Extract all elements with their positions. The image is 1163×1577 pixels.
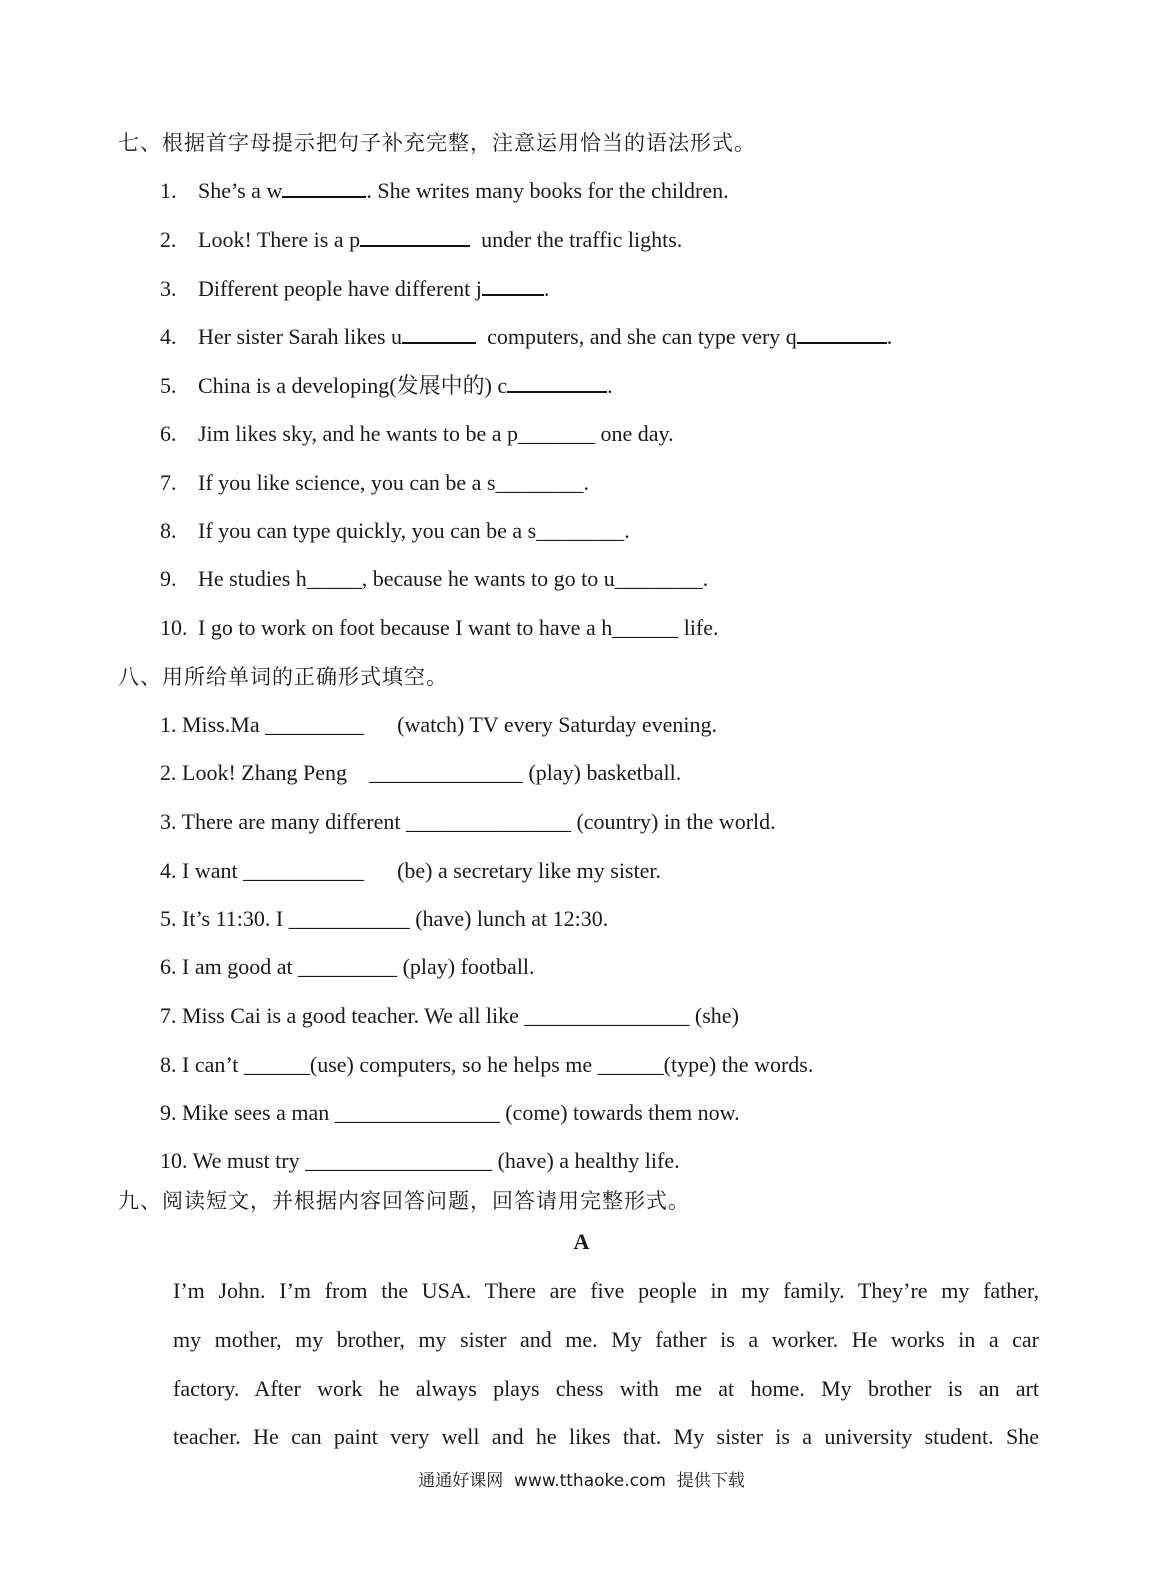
item-number: 3. <box>160 276 177 301</box>
passage-title: A <box>573 1229 590 1254</box>
section-7-item-3: 3. Different people have different j . <box>160 274 549 304</box>
section-8-item-7: 7. Miss Cai is a good teacher. We all like _______________ (she) <box>160 1003 739 1028</box>
answer-blank <box>402 322 476 344</box>
section-7-item-8: 8. If you can type quickly, you can be a s________. <box>160 516 630 546</box>
section-8-item-10: 10. We must try _________________ (have) a healthy life. <box>160 1148 680 1173</box>
passage-line-4: teacher. He can paint very well and he likes that. My sister is a university student. She <box>173 1424 1039 1449</box>
item-number: 9. <box>160 566 177 591</box>
item-number: 5. <box>160 373 177 398</box>
section-8-item-3: 3. There are many different _______________ (country) in the world. <box>160 809 776 834</box>
section-8-item-4: 4. I want ___________ (be) a secretary like my sister. <box>160 858 661 883</box>
section-9-heading: 九、阅读短文，并根据内容回答问题，回答请用完整形式。 <box>118 1189 690 1213</box>
section-7-item-9: 9. He studies h_____, because he wants to go to u________. <box>160 564 708 594</box>
passage-line-1: I’m John. I’m from the USA. There are five people in my family. They’re my father, <box>173 1278 1039 1303</box>
section-7-item-5: 5. China is a developing(发展中的) c . <box>160 371 613 401</box>
answer-blank <box>360 225 470 247</box>
section-7-item-10: 10. I go to work on foot because I want to have a h______ life. <box>160 613 719 643</box>
item-number: 8. <box>160 518 177 543</box>
section-7-item-7: 7. If you like science, you can be a s________. <box>160 468 589 498</box>
section-8-heading: 八、用所给单词的正确形式填空。 <box>118 665 448 689</box>
section-8-item-5: 5. It’s 11:30. I ___________ (have) lunch at 12:30. <box>160 906 609 931</box>
item-number: 4. <box>160 324 177 349</box>
section-8-item-1: 1. Miss.Ma _________ (watch) TV every Saturday evening. <box>160 712 718 737</box>
section-8-item-9: 9. Mike sees a man _______________ (come) towards them now. <box>160 1100 740 1125</box>
section-8-item-6: 6. I am good at _________ (play) football. <box>160 954 535 979</box>
section-7-item-2: 2. Look! There is a p under the traffic lights. <box>160 225 682 255</box>
answer-blank <box>797 322 887 344</box>
item-number: 7. <box>160 470 177 495</box>
item-number: 2. <box>160 227 177 252</box>
item-number: 6. <box>160 421 177 446</box>
item-number: 10. <box>160 615 188 640</box>
section-7-heading: 七、根据首字母提示把句子补充完整，注意运用恰当的语法形式。 <box>118 131 756 155</box>
section-8-item-2: 2. Look! Zhang Peng ______________ (play) basketball. <box>160 760 682 785</box>
section-8-item-8: 8. I can’t ______(use) computers, so he helps me ______(type) the words. <box>160 1052 814 1077</box>
answer-blank <box>482 274 544 296</box>
item-number: 1. <box>160 178 177 203</box>
section-7-item-6: 6. Jim likes sky, and he wants to be a p_______ one day. <box>160 419 674 449</box>
page-footer: 通通好课网 www.tthaoke.com 提供下载 <box>418 1471 745 1491</box>
section-7-item-1: 1. She’s a w . She writes many books for the children. <box>160 176 729 206</box>
section-7-item-4: 4. Her sister Sarah likes u computers, and she can type very q . <box>160 322 892 352</box>
passage-line-2: my mother, my brother, my sister and me. My father is a worker. He works in a car <box>173 1327 1039 1352</box>
passage-line-3: factory. After work he always plays chess with me at home. My brother is an art <box>173 1376 1039 1401</box>
answer-blank <box>282 176 366 198</box>
answer-blank <box>507 371 607 393</box>
